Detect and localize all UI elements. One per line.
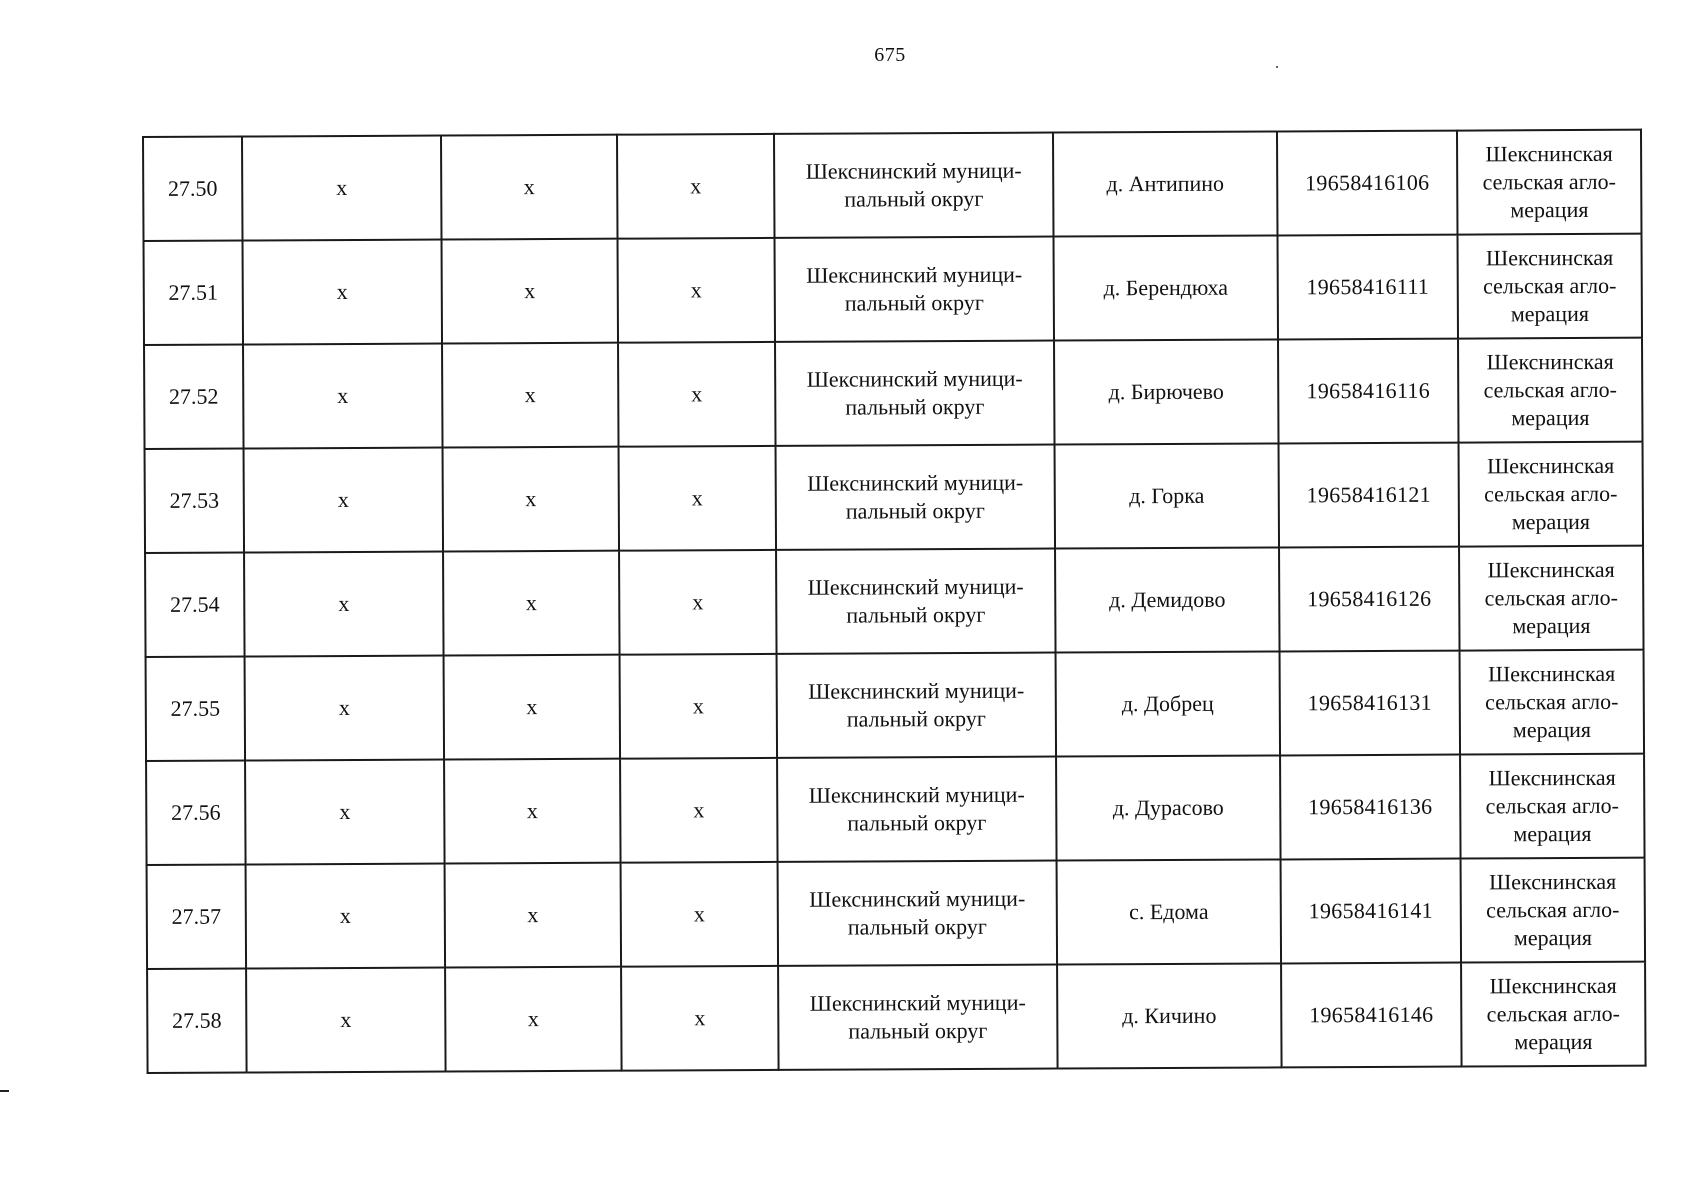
district-line: пальный округ xyxy=(844,289,984,316)
row-number-cell: 27.56 xyxy=(146,761,246,865)
row-number-cell: 27.51 xyxy=(144,241,244,345)
placeholder-cell: х xyxy=(444,759,621,864)
agglomeration-line: мерация xyxy=(1511,404,1590,431)
placeholder-cell: х xyxy=(621,966,779,1071)
agglomeration-cell xyxy=(1459,442,1644,547)
agglomeration-line: сельская агло- xyxy=(1484,480,1618,507)
agglomeration-line: Шекснинская xyxy=(1487,660,1616,687)
settlements-table xyxy=(142,129,1647,1074)
agglomeration-line: мерация xyxy=(1512,612,1591,639)
agglomeration-line: Шекснинская xyxy=(1486,452,1615,479)
district-cell xyxy=(774,133,1054,238)
placeholder-cell: х xyxy=(243,240,443,345)
placeholder-cell: х xyxy=(619,550,777,655)
agglomeration-line: мерация xyxy=(1510,300,1590,327)
locality-cell: д. Добрец xyxy=(1056,651,1281,756)
scan-speck xyxy=(1276,66,1278,68)
table-row xyxy=(145,546,1643,657)
oktmo-code-cell: 19658416106 xyxy=(1277,131,1458,236)
table-body xyxy=(143,130,1646,1073)
agglomeration-line: Шекснинская xyxy=(1487,556,1615,583)
table-row xyxy=(146,754,1644,865)
district-cell xyxy=(775,341,1055,446)
agglomeration-line: сельская агло- xyxy=(1483,376,1617,403)
page-number: 675 xyxy=(874,44,906,66)
placeholder-cell: х xyxy=(244,448,444,553)
placeholder-cell: х xyxy=(242,136,442,241)
table-row xyxy=(145,442,1643,553)
agglomeration-cell xyxy=(1460,650,1645,755)
placeholder-cell: х xyxy=(620,654,778,759)
row-number-cell: 27.55 xyxy=(146,657,246,761)
locality-cell: д. Бирючево xyxy=(1054,339,1279,444)
placeholder-cell: х xyxy=(443,551,620,656)
row-number-cell: 27.50 xyxy=(143,137,243,241)
placeholder-cell: х xyxy=(619,446,777,551)
agglomeration-cell xyxy=(1459,546,1644,651)
district-cell xyxy=(778,965,1058,1070)
district-cell xyxy=(775,237,1055,342)
agglomeration-line: сельская агло- xyxy=(1486,896,1620,923)
agglomeration-line: мерация xyxy=(1510,196,1589,223)
locality-cell: д. Антипино xyxy=(1053,131,1278,236)
district-line: пальный округ xyxy=(845,393,985,420)
placeholder-cell: х xyxy=(245,656,445,761)
row-number-cell: 27.57 xyxy=(147,865,247,969)
district-line: пальный округ xyxy=(846,705,986,732)
margin-mark xyxy=(0,1090,9,1092)
agglomeration-line: сельская агло- xyxy=(1485,688,1619,715)
agglomeration-cell xyxy=(1457,234,1642,339)
placeholder-cell: х xyxy=(246,864,446,969)
placeholder-cell: х xyxy=(246,968,446,1073)
district-line: Шекснинский муници- xyxy=(806,365,1023,392)
placeholder-cell: х xyxy=(620,758,778,863)
placeholder-cell: х xyxy=(441,135,618,240)
placeholder-cell: х xyxy=(618,238,776,343)
table-row xyxy=(144,338,1642,449)
placeholder-cell: х xyxy=(445,967,622,1072)
table-row xyxy=(143,130,1641,241)
table-row xyxy=(144,234,1642,345)
agglomeration-cell xyxy=(1461,858,1646,963)
district-cell xyxy=(777,757,1057,862)
oktmo-code-cell: 19658416121 xyxy=(1279,443,1460,548)
agglomeration-line: Шекснинская xyxy=(1488,764,1616,791)
row-number-cell: 27.52 xyxy=(144,345,244,449)
oktmo-code-cell: 19658416136 xyxy=(1280,755,1461,860)
district-cell xyxy=(778,861,1058,966)
table-row xyxy=(147,962,1645,1073)
agglomeration-line: сельская агло- xyxy=(1484,584,1618,611)
row-number-cell: 27.53 xyxy=(145,449,245,553)
locality-cell: д. Демидово xyxy=(1055,547,1280,652)
agglomeration-line: Шекснинская xyxy=(1486,348,1614,375)
locality-cell: д. Кичино xyxy=(1057,963,1282,1068)
locality-cell: д. Горка xyxy=(1055,443,1280,548)
placeholder-cell: х xyxy=(618,342,776,447)
locality-cell: д. Берендюха xyxy=(1054,235,1279,340)
placeholder-cell: х xyxy=(442,343,619,448)
oktmo-code-cell: 19658416141 xyxy=(1281,859,1462,964)
agglomeration-cell xyxy=(1458,338,1643,443)
table-row xyxy=(146,650,1644,761)
agglomeration-cell xyxy=(1460,754,1645,859)
agglomeration-line: сельская агло- xyxy=(1482,168,1616,195)
placeholder-cell: х xyxy=(444,655,621,760)
oktmo-code-cell: 19658416126 xyxy=(1279,547,1460,652)
district-line: пальный округ xyxy=(848,1017,988,1044)
placeholder-cell: х xyxy=(442,239,619,344)
agglomeration-line: Шекснинская xyxy=(1485,140,1613,167)
row-number-cell: 27.54 xyxy=(145,553,245,657)
agglomeration-line: сельская агло- xyxy=(1483,272,1617,299)
district-line: Шекснинский муници- xyxy=(808,781,1025,808)
district-line: пальный округ xyxy=(846,601,986,628)
oktmo-code-cell: 19658416116 xyxy=(1278,339,1459,444)
district-line: пальный округ xyxy=(847,809,987,836)
locality-cell: д. Дурасово xyxy=(1056,755,1281,860)
placeholder-cell: х xyxy=(243,344,443,449)
agglomeration-line: Шекснинская xyxy=(1489,868,1617,895)
district-line: Шекснинский муници- xyxy=(809,989,1026,1016)
district-line: пальный округ xyxy=(847,913,987,940)
placeholder-cell: х xyxy=(621,862,779,967)
placeholder-cell: х xyxy=(443,447,620,552)
locality-cell: с. Едома xyxy=(1057,859,1282,964)
agglomeration-line: мерация xyxy=(1512,716,1592,743)
agglomeration-cell xyxy=(1461,962,1646,1067)
district-line: Шекснинский муници- xyxy=(808,677,1025,704)
agglomeration-cell xyxy=(1457,130,1642,235)
placeholder-cell: х xyxy=(445,863,622,968)
agglomeration-line: мерация xyxy=(1511,508,1591,535)
placeholder-cell: х xyxy=(244,552,444,657)
row-number-cell: 27.58 xyxy=(147,969,247,1073)
district-line: Шекснинский муници- xyxy=(806,261,1023,288)
district-line: пальный округ xyxy=(844,185,984,212)
district-line: пальный округ xyxy=(845,497,985,524)
agglomeration-line: Шекснинская xyxy=(1485,244,1614,271)
agglomeration-line: мерация xyxy=(1513,820,1592,847)
placeholder-cell: х xyxy=(617,134,775,239)
agglomeration-line: мерация xyxy=(1513,924,1593,951)
district-line: Шекснинский муници- xyxy=(807,573,1024,600)
table-row xyxy=(147,858,1645,969)
oktmo-code-cell: 19658416111 xyxy=(1277,235,1458,340)
agglomeration-line: сельская агло- xyxy=(1485,792,1619,819)
district-line: Шекснинский муници- xyxy=(807,469,1024,496)
district-cell xyxy=(776,549,1056,654)
district-cell xyxy=(777,653,1057,758)
placeholder-cell: х xyxy=(245,760,445,865)
district-line: Шекснинский муници- xyxy=(809,885,1026,912)
oktmo-code-cell: 19658416146 xyxy=(1281,963,1462,1068)
agglomeration-line: сельская агло- xyxy=(1486,1000,1621,1027)
agglomeration-line: Шекснинская xyxy=(1489,972,1617,999)
agglomeration-line: мерация xyxy=(1514,1028,1593,1055)
district-line: Шекснинский муници- xyxy=(805,157,1022,184)
district-cell xyxy=(776,445,1056,550)
oktmo-code-cell: 19658416131 xyxy=(1280,651,1461,756)
